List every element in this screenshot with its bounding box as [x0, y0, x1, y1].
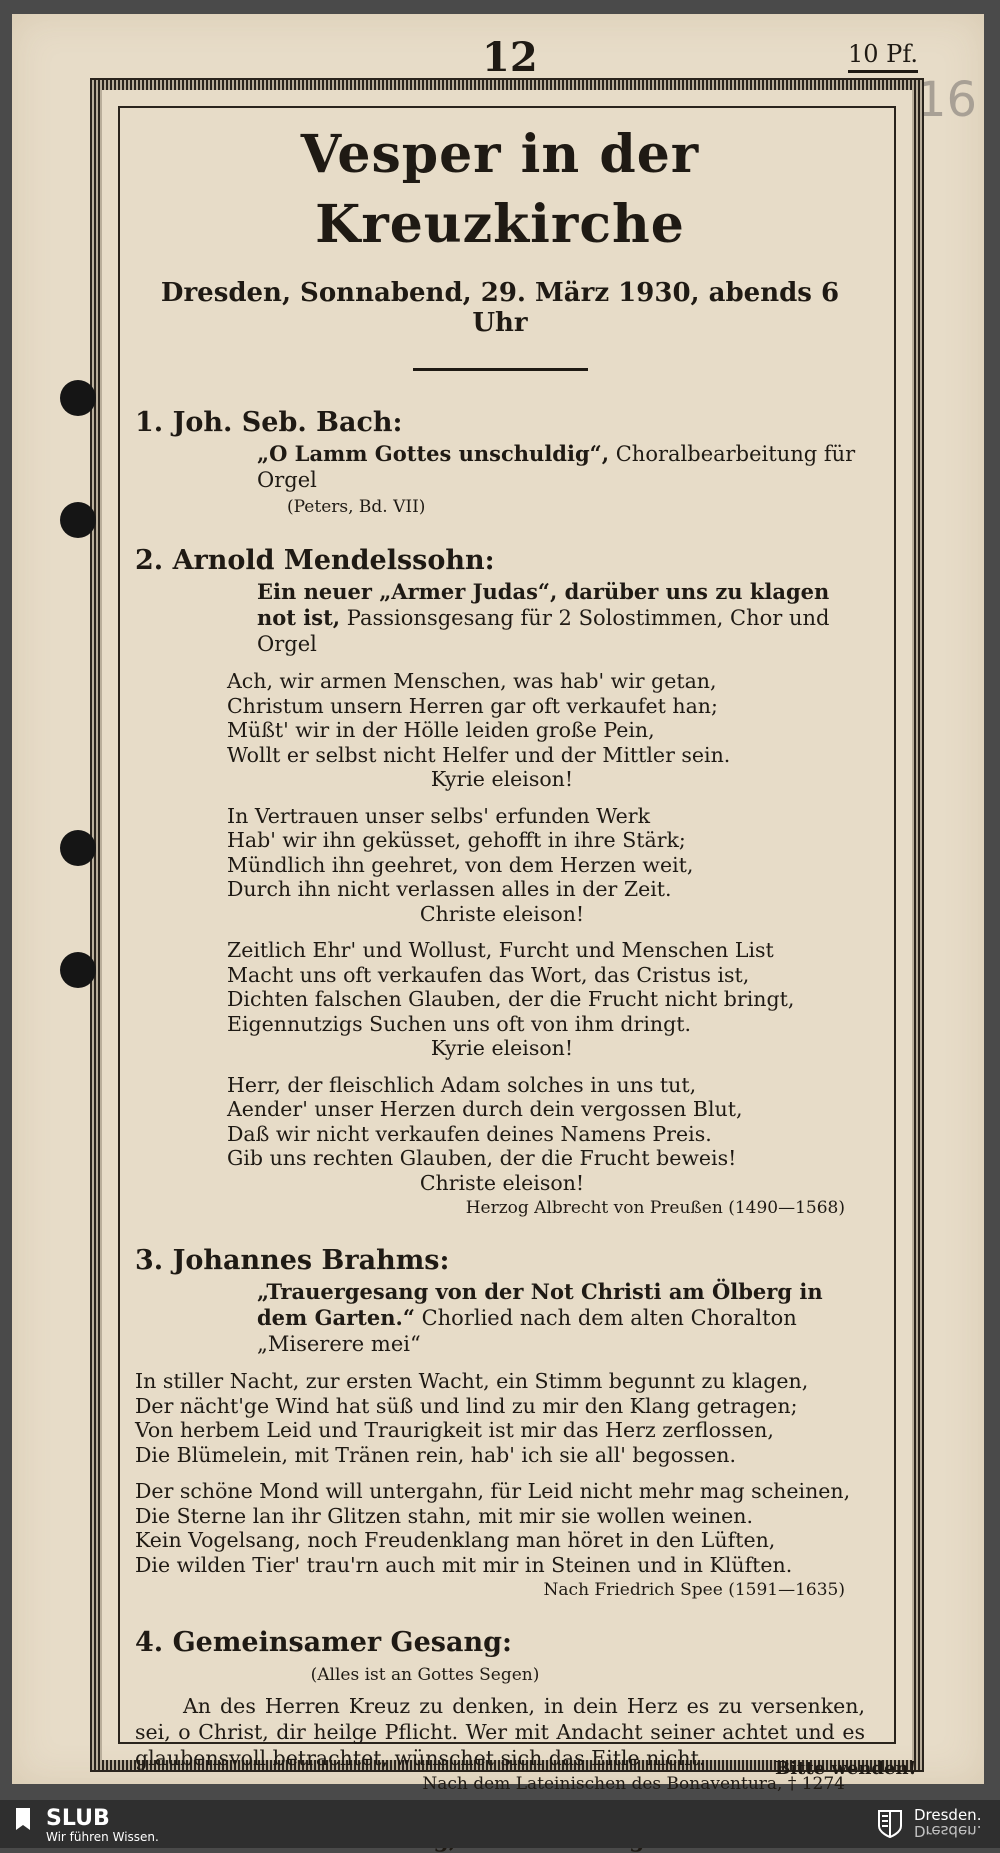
work-title: „Trauergesang von der Not Christi am Ölberg in dem Garten.“	[257, 1279, 823, 1330]
verse-line: Kein Vogelsang, noch Freudenklang man höret in den Lüften,	[135, 1528, 776, 1552]
work-description	[257, 579, 865, 657]
verse-line: Durch ihn nicht verlassen alles in der Zeit.	[227, 877, 672, 901]
edition-note: (Peters, Bd. VII)	[287, 497, 426, 517]
price-label: 10 Pf.	[848, 40, 918, 73]
item-heading: 2. Arnold Mendelssohn:	[135, 545, 495, 576]
verse-line: Die Blümelein, mit Tränen rein, hab' ich sie all' begossen.	[135, 1442, 737, 1467]
work-desc: Chorlied nach dem alten Choralton „Miserere mei“	[257, 1306, 797, 1356]
verse-line: Dichten falschen Glauben, der die Frucht nicht bringt,	[227, 987, 795, 1011]
library-tagline: Wir führen Wissen.	[46, 1830, 159, 1844]
verse-line: Von herbem Leid und Traurigkeit ist mir das Herz zerflossen,	[135, 1418, 774, 1442]
verse-line: Eigennutzigs Suchen uns oft von ihm dringt.	[227, 1011, 691, 1036]
verse-line: Mündlich ihn geehret, von dem Herzen weit,	[227, 852, 694, 877]
program-item-1	[135, 405, 865, 521]
verse-line: In Vertrauen unser selbs' erfunden Werk	[227, 803, 651, 828]
text-credit: Herzog Albrecht von Preußen (1490—1568)	[465, 1198, 845, 1218]
dresden-shield-icon	[878, 1810, 902, 1838]
verse	[227, 669, 865, 792]
program-subtitle: Dresden, Sonnabend, 29. März 1930, abends 6 Uhr	[160, 278, 840, 338]
verse-line: Hab' wir ihn geküsset, gehofft in ihre Stärk;	[227, 828, 686, 852]
punch-hole	[60, 830, 96, 866]
work-desc: Passionsgesang für 2 Solostimmen, Chor und Orgel	[257, 606, 830, 656]
verse-refrain: Kyrie eleison!	[430, 767, 574, 791]
divider	[413, 368, 588, 371]
verse-line: Wollt er selbst nicht Helfer und der Mittler sein.	[227, 742, 731, 767]
item-heading: 3. Johannes Brahms:	[135, 1245, 450, 1276]
punch-hole	[60, 952, 96, 988]
verse-line: Aender' unser Herzen durch dein vergossen Blut,	[227, 1097, 743, 1121]
verse-refrain: Christe eleison!	[419, 1170, 585, 1195]
work-title: „O Lamm Gottes unschuldig“,	[257, 441, 610, 466]
handwritten-annotation: 16	[916, 72, 978, 128]
program-item-3	[135, 1243, 865, 1603]
verse-line: Herr, der fleischlich Adam solches in uns tut,	[227, 1072, 697, 1097]
hymn-note: (Alles ist an Gottes Segen)	[310, 1665, 540, 1685]
verse-line: Der nächt'ge Wind hat süß und lind zu mir den Klang getragen;	[135, 1393, 798, 1418]
verse-line: Zeitlich Ehr' und Wollust, Furcht und Menschen List	[227, 938, 774, 962]
verse-line: Macht uns oft verkaufen das Wort, das Cristus ist,	[227, 962, 750, 987]
item-heading: 4. Gemeinsamer Gesang:	[135, 1627, 512, 1658]
verse-line: In stiller Nacht, zur ersten Wacht, ein Stimm begunnt zu klagen,	[135, 1369, 809, 1393]
program-content	[135, 120, 865, 1853]
verse-line: Christum unsern Herren gar oft verkaufet han;	[227, 693, 718, 718]
viewer-footer	[0, 1800, 1000, 1848]
verse	[227, 1073, 865, 1196]
verse-line: Ach, wir armen Menschen, was hab' wir getan,	[227, 669, 717, 693]
work-description	[257, 441, 865, 521]
verse-refrain: Kyrie eleison!	[430, 1036, 574, 1060]
verse	[135, 1369, 865, 1467]
program-item-4	[135, 1625, 865, 1797]
verse-line: Daß wir nicht verkaufen deines Namens Preis.	[227, 1121, 712, 1146]
verse	[135, 1479, 865, 1577]
work-description	[257, 1279, 865, 1357]
punch-hole	[60, 502, 96, 538]
library-name[interactable]: SLUB	[46, 1806, 110, 1831]
verse-line: Die Sterne lan ihr Glitzen stahn, mit mir sie wollen weinen.	[135, 1503, 754, 1528]
verse	[227, 938, 865, 1061]
text-credit: Nach dem Lateinischen des Bonaventura, † 1274	[422, 1774, 845, 1794]
verse-line: Die wilden Tier' trau'rn auch mit mir in Steinen und in Klüften.	[135, 1552, 793, 1577]
program-title: Vesper in der Kreuzkirche	[300, 124, 700, 255]
verse-line: Müßt' wir in der Hölle leiden große Pein,	[227, 718, 655, 742]
page-number: 12	[482, 34, 538, 81]
slub-logo-icon	[14, 1808, 32, 1830]
turn-page-note: Bitte wenden!	[775, 1758, 917, 1779]
item-heading: 1. Joh. Seb. Bach:	[135, 407, 403, 438]
verse-line: Gib uns rechten Glauben, der die Frucht beweis!	[227, 1146, 737, 1170]
hymn-text: An des Herren Kreuz zu denken, in dein Herz es zu versenken, sei, o Christ, dir heilge Pflicht. Wer mit Andacht seiner achtet und es glaubensvoll betrachtet, wünschet sich das Eitle nicht.	[135, 1694, 865, 1770]
work-title: Ein neuer „Armer Judas“, darüber uns zu klagen not ist,	[257, 579, 830, 630]
verse-refrain: Christe eleison!	[419, 901, 585, 926]
program-item-2	[135, 543, 865, 1221]
verse	[227, 804, 865, 927]
partner-name[interactable]: Dresden. Dresden.	[914, 1806, 982, 1840]
work-desc: Choralbearbeitung für Orgel	[257, 442, 856, 492]
text-credit: Nach Friedrich Spee (1591—1635)	[543, 1580, 845, 1600]
punch-hole	[60, 380, 96, 416]
verse-line: Der schöne Mond will untergahn, für Leid nicht mehr mag scheinen,	[135, 1479, 851, 1503]
